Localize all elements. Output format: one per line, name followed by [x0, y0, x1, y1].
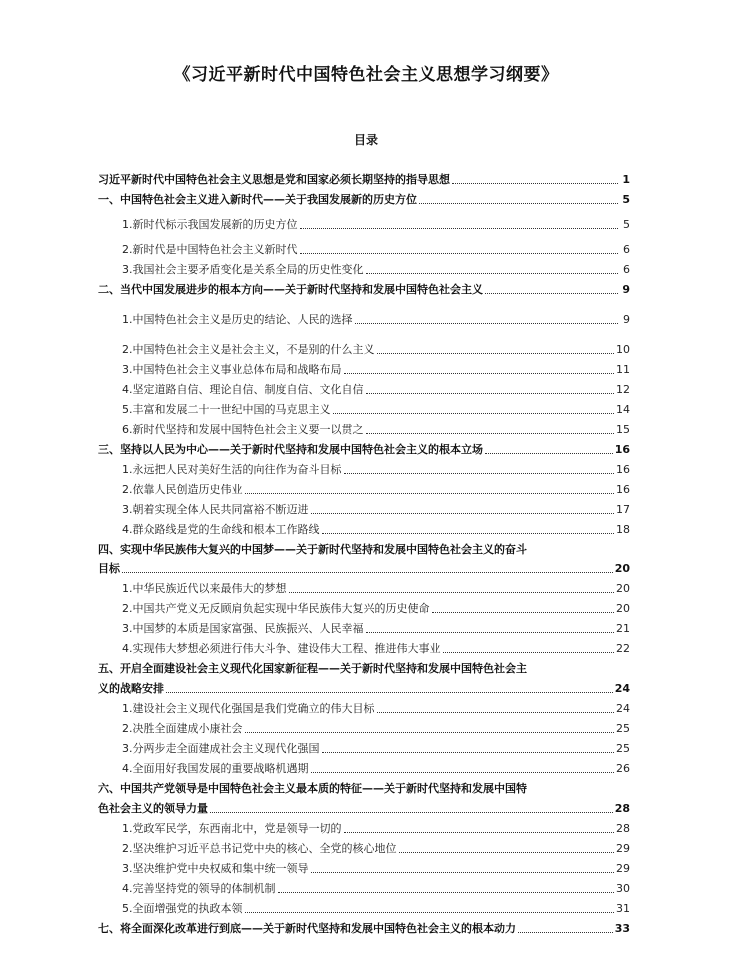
toc-entry-text: 义的战略安排: [98, 682, 164, 695]
toc-entry-chapter-7[interactable]: [98, 922, 630, 936]
toc-page-number: 6: [623, 263, 630, 276]
document-title: 《习近平新时代中国特色社会主义思想学习纲要》: [173, 65, 559, 85]
leader-dots: [355, 314, 619, 324]
toc-entry-text: 1.党政军民学，东西南北中，党是领导一切的: [122, 822, 342, 835]
toc-entry-section[interactable]: [122, 483, 630, 497]
toc-entry-section[interactable]: [122, 882, 630, 896]
toc-page-number: 26: [616, 762, 630, 775]
leader-dots: [452, 174, 618, 184]
toc-page-number: 28: [616, 822, 630, 835]
toc-entry-text: 3.朝着实现全体人民共同富裕不断迈进: [122, 503, 309, 516]
toc-entry-text: 二、当代中国发展进步的根本方向——关于新时代坚持和发展中国特色社会主义: [98, 283, 483, 296]
toc-entry-text: 3.分两步走全面建成社会主义现代化强国: [122, 742, 320, 755]
toc-entry-section[interactable]: [122, 762, 630, 776]
toc-entry-section[interactable]: [122, 642, 630, 656]
leader-dots: [344, 823, 615, 833]
leader-dots: [344, 464, 615, 474]
toc-entry-text: 2.中国共产党义无反顾肩负起实现中华民族伟大复兴的历史使命: [122, 602, 430, 615]
toc-entry-text: 4.坚定道路自信、理论自信、制度自信、文化自信: [122, 383, 364, 396]
toc-entry-text: 4.完善坚持党的领导的体制机制: [122, 882, 276, 895]
toc-entry-text: 习近平新时代中国特色社会主义思想是党和国家必须长期坚持的指导思想: [98, 173, 450, 186]
toc-entry-section[interactable]: [122, 622, 630, 636]
toc-page-number: 14: [616, 403, 630, 416]
toc-page-number: 18: [616, 523, 630, 536]
toc-entry-section[interactable]: [122, 822, 630, 836]
toc-page-number: 30: [616, 882, 630, 895]
toc-entry-text: 1.中国特色社会主义是历史的结论、人民的选择: [122, 313, 353, 326]
toc-entry-text: 4.群众路线是党的生命线和根本工作路线: [122, 523, 320, 536]
toc-entry-text: 3.坚决维护党中央权威和集中统一领导: [122, 862, 309, 875]
toc-heading: 目录: [353, 133, 378, 147]
toc-entry-text: 三、坚持以人民为中心——关于新时代坚持和发展中国特色社会主义的根本立场: [98, 443, 483, 456]
leader-dots: [245, 903, 615, 913]
leader-dots: [322, 743, 615, 753]
toc-entry-section[interactable]: [122, 243, 630, 257]
toc-entry-text: 5.丰富和发展二十一世纪中国的马克思主义: [122, 403, 331, 416]
toc-entry-section[interactable]: [122, 423, 630, 437]
toc-entry-text: 2.依靠人民创造历史伟业: [122, 483, 243, 496]
toc-entry-text: 目标: [98, 562, 120, 575]
toc-entry-section[interactable]: [122, 343, 630, 357]
toc-page-number: 31: [616, 902, 630, 915]
toc-entry-text: 1.中华民族近代以来最伟大的梦想: [122, 582, 287, 595]
toc-page-number: 20: [616, 602, 630, 615]
toc-entry-section[interactable]: [122, 702, 630, 716]
toc-entry-chapter-6-line1[interactable]: 六、中国共产党领导是中国特色社会主义最本质的特征——关于新时代坚持和发展中国特: [98, 782, 527, 795]
leader-dots: [278, 883, 615, 893]
leader-dots: [366, 384, 615, 394]
toc-entry-section[interactable]: [122, 722, 630, 736]
toc-entry-chapter-2[interactable]: [98, 283, 630, 297]
toc-page-number: 15: [616, 423, 630, 436]
leader-dots: [289, 583, 615, 593]
leader-dots: [399, 843, 615, 853]
toc-entry-section[interactable]: [122, 403, 630, 417]
leader-dots: [311, 763, 615, 773]
toc-page-number: 5: [622, 193, 630, 206]
toc-entry-chapter-1[interactable]: [98, 193, 630, 207]
toc-entry-text: 4.实现伟大梦想必须进行伟大斗争、建设伟大工程、推进伟大事业: [122, 642, 441, 655]
leader-dots: [311, 504, 615, 514]
leader-dots: [366, 264, 619, 274]
toc-page-number: 9: [622, 283, 630, 296]
toc-entry-chapter-5[interactable]: [98, 682, 630, 696]
toc-page-number: 5: [623, 218, 630, 231]
toc-entry-text: 4.全面用好我国发展的重要战略机遇期: [122, 762, 309, 775]
toc-page-number: 16: [614, 443, 630, 456]
leader-dots: [344, 364, 615, 374]
toc-entry-text: 1.新时代标示我国发展新的历史方位: [122, 218, 298, 231]
toc-entry-text: 七、将全面深化改革进行到底——关于新时代坚持和发展中国特色社会主义的根本动力: [98, 922, 516, 935]
leader-dots: [166, 683, 613, 693]
toc-entry-chapter-6[interactable]: [98, 802, 630, 816]
leader-dots: [245, 484, 615, 494]
toc-entry-text: 5.全面增强党的执政本领: [122, 902, 243, 915]
toc-entry-section[interactable]: [122, 742, 630, 756]
toc-entry-chapter-4[interactable]: [98, 562, 630, 576]
toc-entry-section[interactable]: [122, 383, 630, 397]
leader-dots: [377, 344, 615, 354]
toc-page-number: 25: [616, 722, 630, 735]
toc-page-number: 21: [616, 622, 630, 635]
toc-entry-text: 2.新时代是中国特色社会主义新时代: [122, 243, 298, 256]
toc-entry-text: 3.中国特色社会主义事业总体布局和战略布局: [122, 363, 342, 376]
leader-dots: [485, 284, 618, 294]
leader-dots: [518, 923, 613, 933]
toc-entry-text: 一、中国特色社会主义进入新时代——关于我国发展新的历史方位: [98, 193, 417, 206]
toc-page-number: 6: [623, 243, 630, 256]
toc-page-number: 17: [616, 503, 630, 516]
toc-page-number: 22: [616, 642, 630, 655]
toc-entry-text: 色社会主义的领导力量: [98, 802, 208, 815]
leader-dots: [122, 563, 613, 573]
toc-entry-section[interactable]: [122, 363, 630, 377]
toc-entry-section[interactable]: [122, 463, 630, 477]
leader-dots: [419, 194, 618, 204]
toc-page-number: 16: [616, 483, 630, 496]
toc-entry-section[interactable]: [122, 313, 630, 327]
leader-dots: [366, 424, 615, 434]
toc-page-number: 24: [616, 702, 630, 715]
toc-page-number: 1: [622, 173, 630, 186]
leader-dots: [311, 863, 615, 873]
leader-dots: [300, 219, 619, 229]
toc-entry-text: 2.中国特色社会主义是社会主义，不是别的什么主义: [122, 343, 375, 356]
toc-entry-text: 2.决胜全面建成小康社会: [122, 722, 243, 735]
leader-dots: [377, 703, 615, 713]
leader-dots: [300, 244, 619, 254]
toc-page-number: 20: [614, 562, 630, 575]
toc-entry-preface[interactable]: [98, 173, 630, 187]
toc-entry-section[interactable]: [122, 842, 630, 856]
toc-page-number: 20: [616, 582, 630, 595]
toc-page-number: 33: [614, 922, 630, 935]
toc-page-number: 12: [616, 383, 630, 396]
toc-entry-section[interactable]: [122, 523, 630, 537]
toc-entry-text: 1.永远把人民对美好生活的向往作为奋斗目标: [122, 463, 342, 476]
toc-page-number: 29: [616, 862, 630, 875]
leader-dots: [333, 404, 615, 414]
toc-entry-section[interactable]: [122, 503, 630, 517]
toc-entry-section[interactable]: [122, 902, 630, 916]
toc-entry-chapter-5-line1[interactable]: 五、开启全面建设社会主义现代化国家新征程——关于新时代坚持和发展中国特色社会主: [98, 662, 527, 675]
leader-dots: [366, 623, 615, 633]
leader-dots: [210, 803, 613, 813]
toc-entry-section[interactable]: [122, 602, 630, 616]
toc-entry-section[interactable]: [122, 218, 630, 232]
toc-entry-text: 3.中国梦的本质是国家富强、民族振兴、人民幸福: [122, 622, 364, 635]
toc-entry-chapter-3[interactable]: [98, 443, 630, 457]
toc-entry-text: 3.我国社会主要矛盾变化是关系全局的历史性变化: [122, 263, 364, 276]
leader-dots: [245, 723, 615, 733]
toc-page-number: 16: [616, 463, 630, 476]
toc-entry-text: 1.建设社会主义现代化强国是我们党确立的伟大目标: [122, 702, 375, 715]
toc-entry-chapter-4-line1[interactable]: 四、实现中华民族伟大复兴的中国梦——关于新时代坚持和发展中国特色社会主义的奋斗: [98, 543, 527, 556]
leader-dots: [485, 444, 613, 454]
leader-dots: [322, 524, 615, 534]
toc-entry-text: 2.坚决维护习近平总书记党中央的核心、全党的核心地位: [122, 842, 397, 855]
toc-entry-section[interactable]: [122, 263, 630, 277]
toc-page-number: 9: [623, 313, 630, 326]
toc-page-number: 25: [616, 742, 630, 755]
leader-dots: [432, 603, 615, 613]
toc-page-number: 11: [616, 363, 630, 376]
toc-entry-section[interactable]: [122, 582, 630, 596]
toc-page-number: 28: [614, 802, 630, 815]
leader-dots: [443, 643, 615, 653]
toc-page-number: 29: [616, 842, 630, 855]
toc-entry-text: 6.新时代坚持和发展中国特色社会主义要一以贯之: [122, 423, 364, 436]
toc-page-number: 10: [616, 343, 630, 356]
toc-page-number: 24: [614, 682, 630, 695]
toc-entry-section[interactable]: [122, 862, 630, 876]
